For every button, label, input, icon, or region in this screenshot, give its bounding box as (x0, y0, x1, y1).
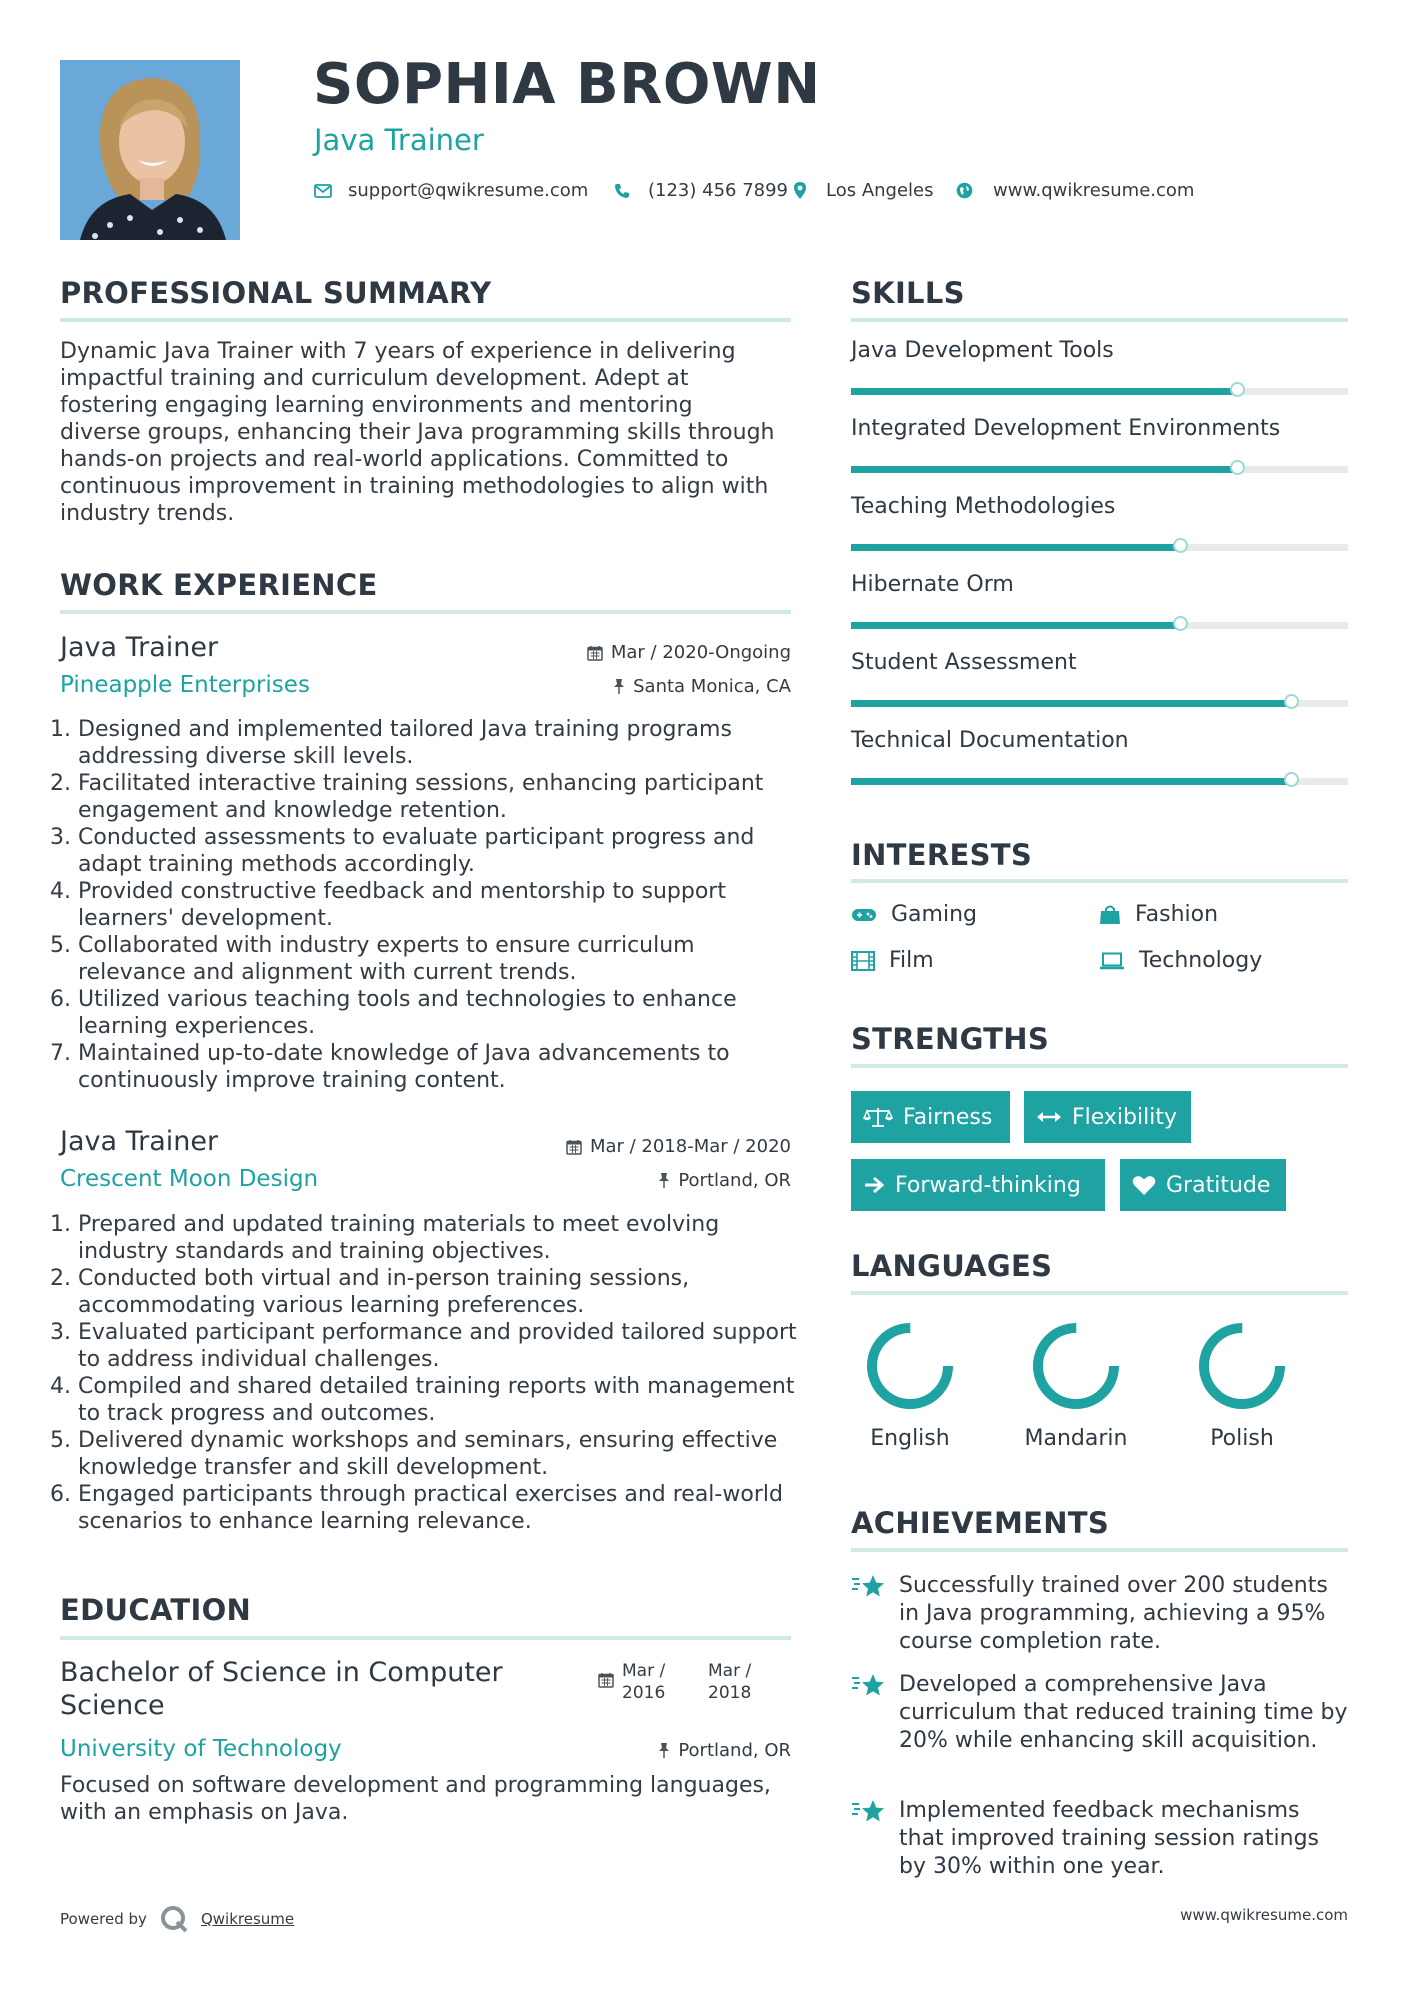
education-description: Focused on software development and programming languages, with an emphasis on Java. (60, 1773, 771, 1825)
list-item: 2. Facilitated interactive training sessions, enhancing participant engagement and knowledge retention. (78, 770, 798, 824)
contact-phone[interactable] (614, 180, 788, 201)
interest-label: Film (889, 948, 934, 973)
skill-bar-fill (851, 700, 1293, 707)
email-text: support@qwikresume.com (348, 180, 589, 201)
languages-divider (851, 1291, 1348, 1295)
skill-bar-fill (851, 778, 1293, 785)
star-icon (851, 1574, 885, 1600)
education-dates (598, 1660, 764, 1704)
job-dates (566, 1136, 791, 1157)
education-divider (60, 1636, 791, 1640)
interests-divider (851, 879, 1348, 883)
balance-scale-icon (863, 1106, 893, 1128)
skill-bar-fill (851, 466, 1239, 473)
interest-label: Fashion (1135, 902, 1219, 927)
strengths-divider (851, 1064, 1348, 1068)
skill-bar-knob (1284, 694, 1299, 709)
education-end: Mar / 2018 (708, 1661, 752, 1703)
contact-website[interactable] (956, 180, 1194, 201)
language-ring (840, 1318, 980, 1412)
achievement-text: Developed a comprehensive Java curriculum that reduced training time by 20% while enhancing skill acquisition. (899, 1672, 1348, 1753)
skill-label: Technical Documentation (851, 728, 1129, 753)
skill-bar-fill (851, 388, 1239, 395)
job-location (658, 1170, 791, 1191)
star-icon (851, 1673, 885, 1699)
languages-heading: LANGUAGES (851, 1249, 1053, 1283)
education-location (658, 1740, 791, 1761)
skill-bar-knob (1284, 772, 1299, 787)
list-item: 3. Conducted assessments to evaluate participant progress and adapt training methods accordingly. (78, 824, 798, 878)
website-text: www.qwikresume.com (993, 180, 1195, 201)
list-item: 6. Utilized various teaching tools and technologies to enhance learning experiences. (78, 986, 798, 1040)
job-company: Pineapple Enterprises (60, 672, 310, 698)
skill-bar-track (851, 622, 1348, 629)
pushpin-icon (658, 1172, 670, 1189)
strength-label: Flexibility (1072, 1104, 1177, 1130)
language-ring (1172, 1318, 1312, 1412)
skill-bar-knob (1173, 538, 1188, 553)
powered-by-label: Powered by (60, 1910, 147, 1928)
list-item: 1. Designed and implemented tailored Java training programs addressing diverse skill levels. (78, 716, 798, 770)
contact-email[interactable] (314, 180, 588, 201)
job-location-text: Santa Monica, CA (633, 676, 791, 697)
footer-url[interactable]: www.qwikresume.com (1180, 1906, 1348, 1924)
language-item (1006, 1318, 1146, 1451)
list-item: 4. Compiled and shared detailed training reports with management to track progress and outcomes. (78, 1373, 814, 1427)
achievement-text: Successfully trained over 200 students in Java programming, achieving a 95% course completion rate. (899, 1573, 1328, 1654)
achievements-heading: ACHIEVEMENTS (851, 1506, 1110, 1540)
powered-by (60, 1904, 294, 1934)
interest-label: Gaming (891, 902, 977, 927)
language-ring-arc (1204, 1328, 1280, 1404)
skill-bar-track (851, 466, 1348, 473)
strength-badge (851, 1159, 1105, 1211)
profile-photo (60, 60, 240, 240)
language-item (840, 1318, 980, 1451)
strength-badge (851, 1091, 1010, 1143)
list-item: 5. Collaborated with industry experts to ensure curriculum relevance and alignment with current trends. (78, 932, 798, 986)
phone-icon (614, 183, 630, 199)
strengths-heading: STRENGTHS (851, 1022, 1050, 1056)
map-marker-icon (794, 182, 806, 199)
job-bullets (60, 716, 798, 1094)
job-company: Crescent Moon Design (60, 1166, 319, 1192)
skill-bar-fill (851, 544, 1182, 551)
language-ring-arc (1038, 1328, 1114, 1404)
job-dates (587, 642, 791, 663)
contact-location (794, 180, 934, 201)
calendar-icon (566, 1139, 582, 1155)
interest-item (1099, 902, 1218, 927)
list-item: 4. Provided constructive feedback and mentorship to support learners' development. (78, 878, 798, 932)
list-item: 7. Maintained up-to-date knowledge of Java advancements to continuously improve training content. (78, 1040, 798, 1094)
skills-divider (851, 318, 1348, 322)
language-label: English (870, 1426, 950, 1451)
gamepad-icon (851, 907, 877, 923)
job-bullets (60, 1211, 814, 1535)
calendar-icon (587, 645, 603, 661)
language-ring (1006, 1318, 1146, 1412)
pushpin-icon (613, 678, 625, 695)
list-item: 3. Evaluated participant performance and provided tailored support to address individual challenges. (78, 1319, 814, 1373)
strength-label: Forward-thinking (895, 1172, 1081, 1198)
location-text: Los Angeles (826, 180, 934, 201)
globe-icon (956, 182, 973, 199)
language-label: Polish (1210, 1426, 1274, 1451)
language-item (1172, 1318, 1312, 1451)
achievement-item (851, 1797, 1351, 1881)
skill-bar-fill (851, 622, 1182, 629)
job-location (613, 676, 791, 697)
job-dates-text: Mar / 2018-Mar / 2020 (589, 1136, 791, 1157)
achievement-item (851, 1671, 1351, 1755)
strength-label: Fairness (903, 1104, 993, 1130)
skill-label: Hibernate Orm (851, 572, 1014, 597)
skill-bar-knob (1230, 460, 1245, 475)
strength-badge (1024, 1091, 1191, 1143)
experience-heading: WORK EXPERIENCE (60, 568, 378, 602)
shopping-bag-icon (1099, 905, 1121, 925)
arrow-right-icon (863, 1175, 885, 1195)
skill-label: Student Assessment (851, 650, 1077, 675)
job-title: Java Trainer (60, 1126, 219, 1157)
list-item: 2. Conducted both virtual and in-person training sessions, accommodating various learning preferences. (78, 1265, 814, 1319)
heart-icon (1132, 1175, 1156, 1196)
education-start: Mar / 2016 (622, 1661, 666, 1703)
language-label: Mandarin (1024, 1426, 1128, 1451)
powered-by-link[interactable]: Qwikresume (200, 1910, 295, 1928)
star-icon (851, 1799, 885, 1825)
candidate-title: Java Trainer (314, 123, 484, 157)
skill-label: Teaching Methodologies (851, 494, 1116, 519)
strength-badge (1120, 1159, 1286, 1211)
job-dates-text: Mar / 2020-Ongoing (610, 642, 791, 663)
skill-label: Integrated Development Environments (851, 416, 1281, 441)
education-heading: EDUCATION (60, 1593, 252, 1627)
job-location-text: Portland, OR (678, 1170, 791, 1191)
qwikresume-logo-icon (159, 1904, 189, 1934)
skills-heading: SKILLS (851, 276, 965, 310)
skill-bar-track (851, 388, 1348, 395)
degree-title: Bachelor of Science in Computer Science (60, 1657, 503, 1721)
interest-item (851, 948, 934, 973)
list-item: 6. Engaged participants through practical exercises and real-world scenarios to enhance learning relevance. (78, 1481, 814, 1535)
language-ring-arc (872, 1328, 948, 1404)
skill-label: Java Development Tools (851, 338, 1114, 363)
summary-heading: PROFESSIONAL SUMMARY (60, 276, 492, 310)
skill-bar-knob (1230, 382, 1245, 397)
experience-divider (60, 610, 791, 614)
strength-label: Gratitude (1166, 1172, 1271, 1198)
skill-bar-track (851, 778, 1348, 785)
interest-item (851, 902, 977, 927)
list-item: 1. Prepared and updated training materials to meet evolving industry standards and training objectives. (78, 1211, 814, 1265)
skill-bar-track (851, 700, 1348, 707)
skill-bar-knob (1173, 616, 1188, 631)
interest-label: Technology (1139, 948, 1263, 973)
interest-item (1099, 948, 1262, 973)
education-location-text: Portland, OR (678, 1740, 791, 1761)
summary-text: Dynamic Java Trainer with 7 years of experience in delivering impactful training and curriculum development. Adept at fostering engaging learning environments and mentoring diverse groups, enhancing their Java programming skills through hands-on projects and real-world applications. Committed to continuous improvement in training methodologies to align with industry trends. (60, 339, 775, 526)
calendar-icon (598, 1672, 614, 1688)
arrows-horizontal-icon (1036, 1110, 1062, 1124)
candidate-name: SOPHIA BROWN (313, 52, 821, 117)
envelope-icon (314, 184, 332, 198)
job-title: Java Trainer (60, 632, 219, 663)
interests-heading: INTERESTS (851, 838, 1033, 872)
skill-bar-track (851, 544, 1348, 551)
achievement-text: Implemented feedback mechanisms that improved training session ratings by 30% within one year. (899, 1798, 1319, 1879)
laptop-icon (1099, 952, 1125, 970)
achievement-item (851, 1572, 1351, 1656)
school-name: University of Technology (60, 1736, 342, 1762)
achievements-divider (851, 1548, 1348, 1552)
pushpin-icon (658, 1742, 670, 1759)
list-item: 5. Delivered dynamic workshops and seminars, ensuring effective knowledge transfer and skill development. (78, 1427, 814, 1481)
phone-text: (123) 456 7899 (648, 180, 789, 201)
summary-divider (60, 318, 791, 322)
film-icon (851, 951, 875, 971)
